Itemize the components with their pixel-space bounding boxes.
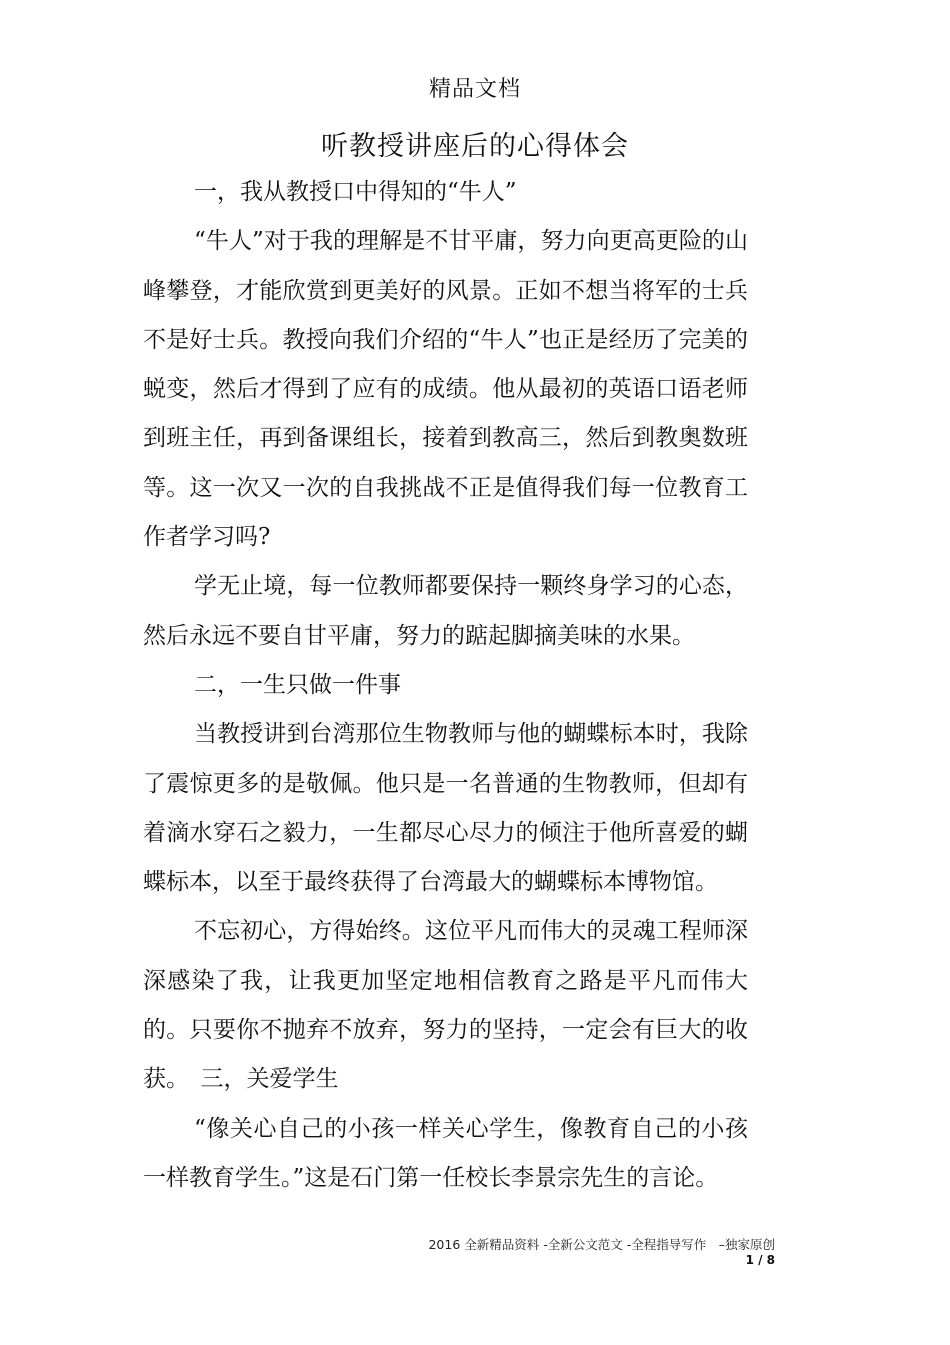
paragraph: “像关心自己的小孩一样关心学生，像教育自己的小孩一样教育学生。”这是石门第一任校长李景宗先生的言论。	[143, 1115, 748, 1191]
paragraph: 不忘初心，方得始终。这位平凡而伟大的灵魂工程师深深感染了我，让我更加坚定地相信教育之路是平凡而伟大的。只要你不抛弃不放弃，努力的坚持，一定会有巨大的收获。 三，关爱学生	[143, 918, 748, 1093]
document-title: 听教授讲座后的心得体会	[321, 131, 629, 162]
section-heading-2: 二，一生只做一件事	[194, 671, 401, 698]
page-footer: 2016 全新精品资料 -全新公文范文 -全程指导写作 –独家原创	[428, 1237, 775, 1252]
document-body	[143, 168, 748, 1203]
paragraph: 当教授讲到台湾那位生物教师与他的蝴蝶标本时，我除了震惊更多的是敬佩。他只是一名普通的生物教师，但却有着滴水穿石之毅力，一生都尽心尽力的倾注于他所喜爱的蝴蝶标本，以至于最终获得了台湾最大的蝴蝶标本博物馆。	[143, 721, 748, 896]
page-header: 精品文档	[428, 77, 521, 102]
section-heading-1: 一，我从教授口中得知的“牛人”	[194, 179, 517, 205]
page-number: 1 / 8	[745, 1253, 775, 1267]
paragraph: “牛人”对于我的理解是不甘平庸，努力向更高更险的山峰攀登，才能欣赏到更美好的风景。正如不想当将军的士兵不是好士兵。教授向我们介绍的“牛人”也正是经历了完美的蜕变，然后才得到了应有的成绩。他从最初的英语口语老师到班主任，再到备课组长，接着到教高三，然后到教奥数班等。这一次又一次的自我挑战不正是值得我们每一位教育工作者学习吗?	[143, 228, 748, 551]
paragraph: 学无止境，每一位教师都要保持一颗终身学习的心态，然后永远不要自甘平庸，努力的踮起脚摘美味的水果。	[143, 573, 748, 649]
